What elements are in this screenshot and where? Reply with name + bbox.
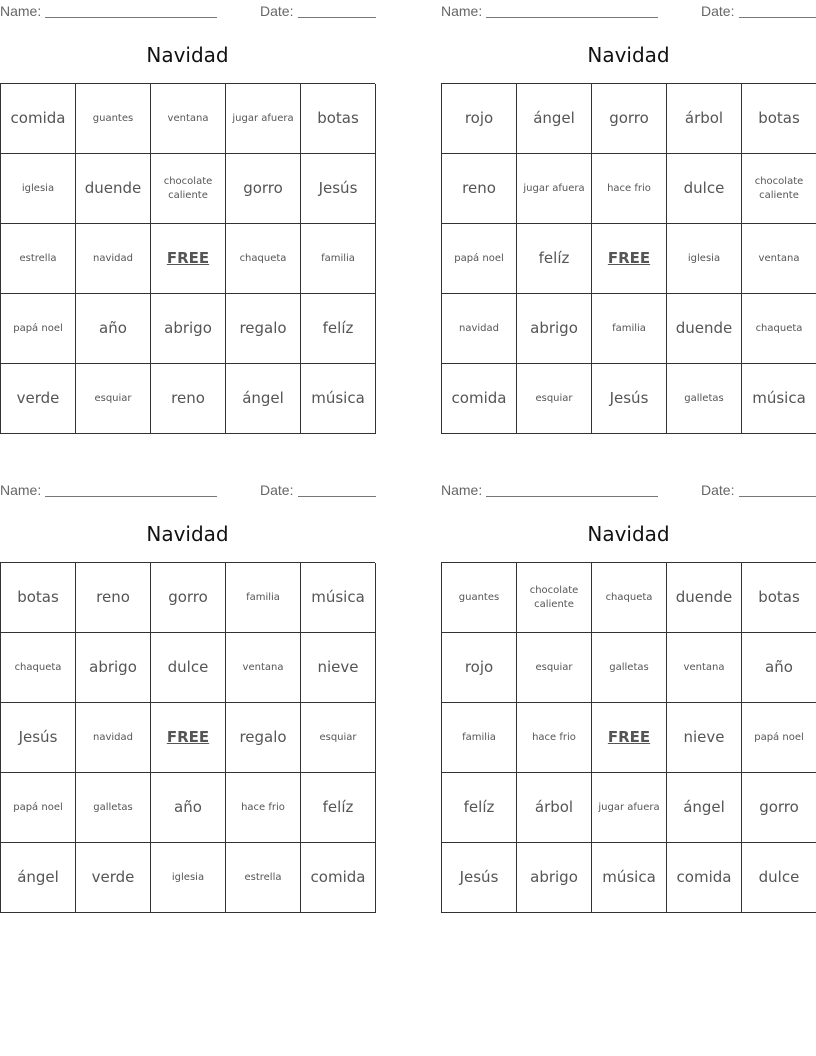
name-label: Name: — [441, 3, 483, 19]
bingo-cell[interactable]: botas — [742, 84, 816, 154]
bingo-cell[interactable]: botas — [742, 563, 816, 633]
bingo-cell[interactable]: ventana — [151, 84, 226, 154]
bingo-cell[interactable]: música — [592, 843, 667, 913]
bingo-cell[interactable]: comida — [667, 843, 742, 913]
bingo-grid — [0, 83, 375, 434]
bingo-cell[interactable]: ángel — [226, 364, 301, 434]
date-label: Date: — [701, 3, 735, 19]
name-label: Name: — [441, 482, 483, 498]
bingo-cell[interactable]: estrella — [1, 224, 76, 294]
bingo-cell[interactable]: Jesús — [442, 843, 517, 913]
bingo-cell[interactable]: árbol — [517, 773, 592, 843]
bingo-cell[interactable]: esquiar — [517, 364, 592, 434]
bingo-cell[interactable]: reno — [76, 563, 151, 633]
date-blank-line[interactable] — [739, 17, 816, 18]
free-space-cell[interactable]: FREE — [592, 703, 667, 773]
bingo-cell[interactable]: chaqueta — [742, 294, 816, 364]
bingo-cell[interactable]: duende — [667, 563, 742, 633]
bingo-cell[interactable]: ángel — [1, 843, 76, 913]
bingo-cell[interactable]: ángel — [517, 84, 592, 154]
bingo-grid — [0, 562, 375, 913]
bingo-cell[interactable]: abrigo — [151, 294, 226, 364]
bingo-cell[interactable]: familia — [301, 224, 376, 294]
bingo-cell[interactable]: chaqueta — [592, 563, 667, 633]
bingo-cell[interactable]: guantes — [442, 563, 517, 633]
bingo-cell[interactable]: jugar afuera — [226, 84, 301, 154]
name-date-header — [0, 0, 375, 20]
bingo-cell[interactable]: dulce — [151, 633, 226, 703]
name-blank-line[interactable] — [486, 496, 658, 497]
free-space-cell[interactable]: FREE — [151, 703, 226, 773]
bingo-cell[interactable]: música — [301, 364, 376, 434]
name-blank-line[interactable] — [486, 17, 658, 18]
bingo-cell[interactable]: felíz — [301, 773, 376, 843]
bingo-cell[interactable]: hace frio — [226, 773, 301, 843]
bingo-cell[interactable]: familia — [592, 294, 667, 364]
name-blank-line[interactable] — [45, 496, 217, 497]
bingo-cell[interactable]: iglesia — [667, 224, 742, 294]
bingo-cell[interactable]: papá noel — [742, 703, 816, 773]
bingo-cell[interactable]: Jesús — [1, 703, 76, 773]
bingo-cell[interactable]: rojo — [442, 633, 517, 703]
bingo-cell[interactable]: galletas — [76, 773, 151, 843]
bingo-cell[interactable]: esquiar — [76, 364, 151, 434]
bingo-cell[interactable]: felíz — [301, 294, 376, 364]
bingo-cell[interactable]: galletas — [592, 633, 667, 703]
bingo-cell[interactable]: hace frio — [517, 703, 592, 773]
bingo-cell[interactable]: regalo — [226, 294, 301, 364]
bingo-cell[interactable]: nieve — [301, 633, 376, 703]
bingo-cell[interactable]: año — [76, 294, 151, 364]
bingo-cell[interactable]: familia — [442, 703, 517, 773]
bingo-cell[interactable]: ventana — [226, 633, 301, 703]
bingo-cell[interactable]: comida — [1, 84, 76, 154]
bingo-cell[interactable]: botas — [301, 84, 376, 154]
bingo-cell[interactable]: año — [742, 633, 816, 703]
bingo-cell[interactable]: música — [742, 364, 816, 434]
bingo-cell[interactable]: gorro — [742, 773, 816, 843]
name-date-header — [441, 479, 816, 499]
bingo-cell[interactable]: verde — [76, 843, 151, 913]
name-date-header — [441, 0, 816, 20]
bingo-cell[interactable]: navidad — [76, 224, 151, 294]
bingo-cell[interactable]: dulce — [742, 843, 816, 913]
bingo-cell[interactable]: jugar afuera — [592, 773, 667, 843]
bingo-cell[interactable]: duende — [667, 294, 742, 364]
bingo-cell[interactable]: felíz — [442, 773, 517, 843]
bingo-cell[interactable]: nieve — [667, 703, 742, 773]
bingo-cell[interactable]: papá noel — [1, 294, 76, 364]
bingo-cell[interactable]: felíz — [517, 224, 592, 294]
bingo-cell[interactable]: esquiar — [301, 703, 376, 773]
bingo-cell[interactable]: guantes — [76, 84, 151, 154]
card-title: Navidad — [587, 43, 670, 67]
bingo-grid — [441, 83, 816, 434]
name-date-header — [0, 479, 375, 499]
bingo-cell[interactable]: árbol — [667, 84, 742, 154]
date-label: Date: — [701, 482, 735, 498]
bingo-cell[interactable]: estrella — [226, 843, 301, 913]
bingo-cell[interactable]: año — [151, 773, 226, 843]
bingo-cell[interactable]: iglesia — [151, 843, 226, 913]
bingo-cell[interactable]: abrigo — [76, 633, 151, 703]
bingo-cell[interactable]: familia — [226, 563, 301, 633]
bingo-cell[interactable]: verde — [1, 364, 76, 434]
bingo-cell[interactable]: chaqueta — [1, 633, 76, 703]
bingo-cell[interactable]: ventana — [742, 224, 816, 294]
bingo-cell[interactable]: papá noel — [1, 773, 76, 843]
bingo-cell[interactable]: iglesia — [1, 154, 76, 224]
name-blank-line[interactable] — [45, 17, 217, 18]
bingo-cell[interactable]: música — [301, 563, 376, 633]
bingo-cell[interactable]: abrigo — [517, 843, 592, 913]
bingo-cell[interactable]: reno — [442, 154, 517, 224]
name-label: Name: — [0, 3, 42, 19]
bingo-cell[interactable]: regalo — [226, 703, 301, 773]
date-blank-line[interactable] — [739, 496, 816, 497]
bingo-cell[interactable]: duende — [76, 154, 151, 224]
bingo-cell[interactable]: ventana — [667, 633, 742, 703]
bingo-grid — [441, 562, 816, 913]
bingo-cell[interactable]: abrigo — [517, 294, 592, 364]
bingo-cell[interactable]: jugar afuera — [517, 154, 592, 224]
bingo-cell[interactable]: hace frio — [592, 154, 667, 224]
bingo-cell[interactable]: Jesús — [592, 364, 667, 434]
bingo-cell[interactable]: navidad — [442, 294, 517, 364]
bingo-cell[interactable]: navidad — [76, 703, 151, 773]
bingo-cell[interactable]: chocolate caliente — [517, 563, 592, 633]
bingo-cell[interactable]: galletas — [667, 364, 742, 434]
bingo-cell[interactable]: esquiar — [517, 633, 592, 703]
bingo-cell[interactable]: Jesús — [301, 154, 376, 224]
bingo-cell[interactable]: gorro — [151, 563, 226, 633]
name-label: Name: — [0, 482, 42, 498]
date-blank-line[interactable] — [298, 496, 376, 497]
bingo-cell[interactable]: chocolate caliente — [742, 154, 816, 224]
bingo-cell[interactable]: papá noel — [442, 224, 517, 294]
bingo-cell[interactable]: reno — [151, 364, 226, 434]
free-space-cell[interactable]: FREE — [592, 224, 667, 294]
date-blank-line[interactable] — [298, 17, 376, 18]
bingo-cell[interactable]: rojo — [442, 84, 517, 154]
date-label: Date: — [260, 3, 294, 19]
card-title: Navidad — [587, 522, 670, 546]
date-label: Date: — [260, 482, 294, 498]
free-space-cell[interactable]: FREE — [151, 224, 226, 294]
bingo-cell[interactable]: comida — [442, 364, 517, 434]
card-title: Navidad — [146, 43, 229, 67]
bingo-cell[interactable]: botas — [1, 563, 76, 633]
bingo-cell[interactable]: dulce — [667, 154, 742, 224]
card-title: Navidad — [146, 522, 229, 546]
bingo-cell[interactable]: gorro — [226, 154, 301, 224]
bingo-cell[interactable]: gorro — [592, 84, 667, 154]
bingo-cell[interactable]: chaqueta — [226, 224, 301, 294]
bingo-cell[interactable]: comida — [301, 843, 376, 913]
bingo-cell[interactable]: ángel — [667, 773, 742, 843]
bingo-cell[interactable]: chocolate caliente — [151, 154, 226, 224]
